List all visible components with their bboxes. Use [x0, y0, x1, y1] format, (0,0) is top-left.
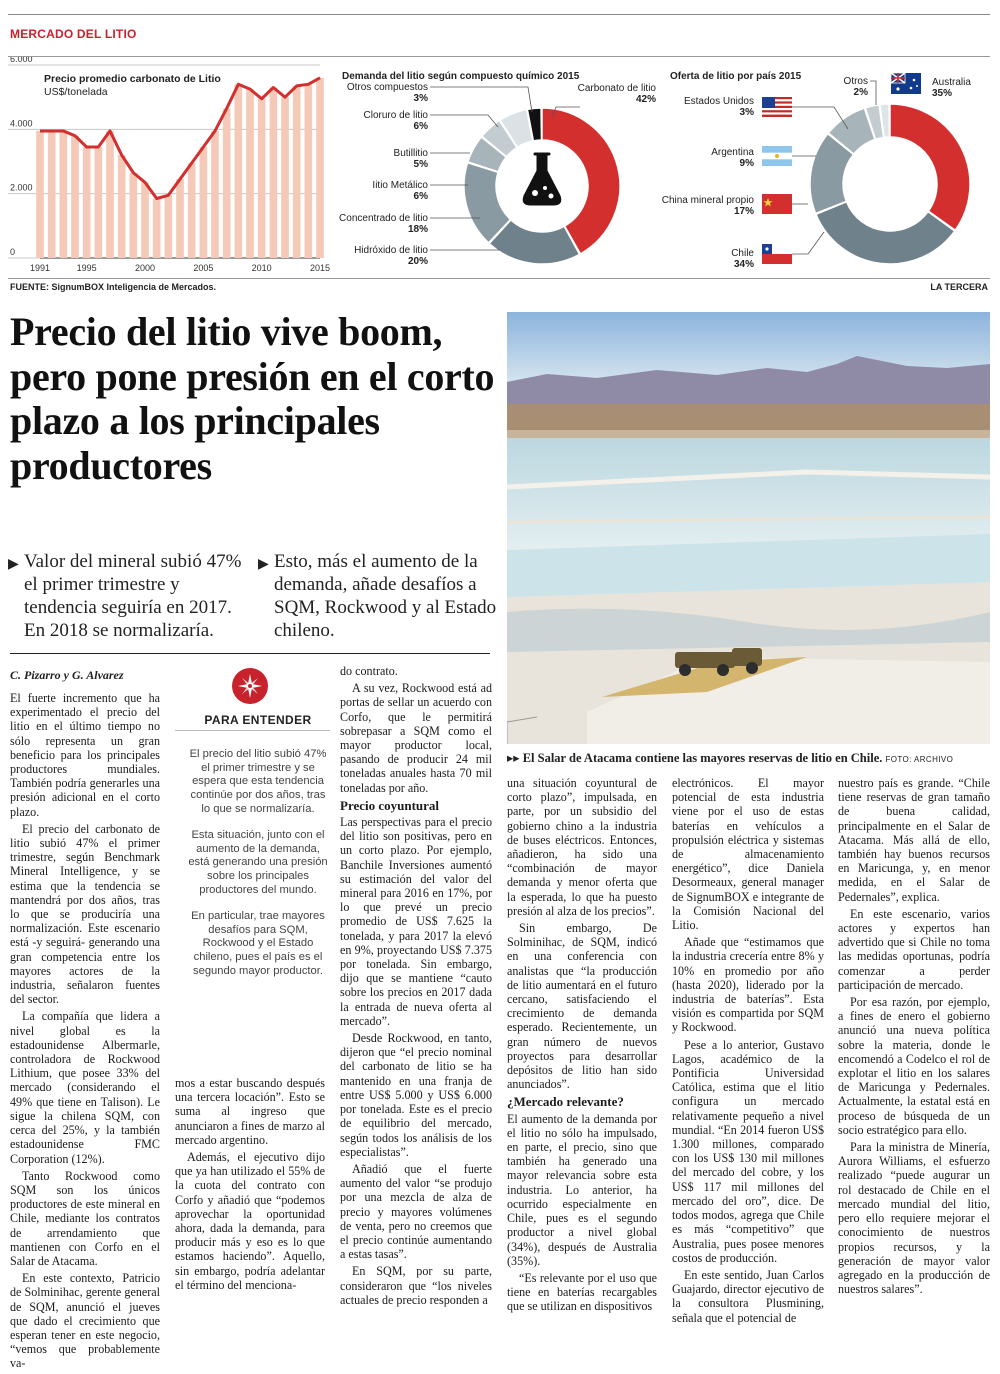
paragraph: nuestro país es grande. “Chile tiene reservas de gran tamaño de buena calidad, principalmente en el Salar de Atacama. Más allá de ello, también hay buenos recursos en Maricunga, y, en menor medida, en el Salar de Pedernales”, explica.: [838, 776, 990, 904]
chile-flag-icon: [762, 244, 792, 264]
y-tick-label: 6.000: [10, 57, 33, 64]
slice-label: Otros compuestos: [346, 82, 428, 93]
price-bar: [188, 163, 196, 258]
explainer-text: Esta situación, junto con el aumento de la demanda, está generando una presión sobre los principales productores del mundo.: [188, 828, 328, 896]
slice-label: Iitio Metálico: [372, 180, 428, 191]
paragraph: A su vez, Rockwood está ad portas de sellar un acuerdo con Corfo, que le permitirá sobrepasar a SQM como el mayor productor local, pasando de producir 24 mil toneladas anuales hasta 70 mil toneladas por año.: [340, 681, 492, 795]
paragraph: Tanto Rockwood como SQM son los únicos productores de este mineral en Chile, mediante los contratos de arrendamiento que mantienen con Corfo en el Salar de Atacama.: [10, 1168, 160, 1268]
price-bar: [305, 84, 313, 258]
paragraph: Añade que “estimamos que la industria crecería entre 8% y 10% en promedio por año (hasta 2020), liderado por la industria de baterías”. Esta visión es compartida por SQM y Rockwood.: [672, 935, 824, 1035]
price-chart: [0, 57, 330, 279]
paragraph: Para la ministra de Minería, Aurora Williams, el esfuerzo realizado “puede augurar un rol destacado de Chile en el mercado mundial del litio, pero ello requiere mejorar el conocimiento de nuestros propios recursos, y la generación de mayor valor agregado en la producción de nuestros salares”.: [838, 1140, 990, 1297]
slice-value: 42%: [635, 94, 656, 105]
photo-caption: [507, 750, 992, 766]
article-col-6: [838, 776, 990, 1299]
price-bar: [83, 147, 91, 258]
paragraph: Sin embargo, De Solminihac, de SQM, indicó en una conferencia con analistas que “la producción de litio aumentará en el futuro cercano, satisfaciendo el crecimiento de demanda esperado. Recientemente, un gran número de nuevos proyectos para desarrollar depósitos de litio han sido anunciados”.: [507, 921, 657, 1092]
leader-line: [430, 87, 532, 112]
price-bar: [200, 147, 208, 258]
compass-icon: [232, 668, 268, 704]
slice-value: 3%: [739, 107, 754, 118]
headline: Precio del litio vive boom, pero pone presión en el corto plazo a los principales productores: [10, 309, 495, 488]
x-tick-label: 2010: [251, 263, 272, 273]
price-bar: [281, 97, 289, 258]
paragraph: Además, el ejecutivo dijo que ya han utilizado el 55% de la cuota del contrato con Corfo y añadió que “podemos aprovechar la oportunidad ahora, dada la demanda, para producir más y eso es lo que estamos haciendo”. Aquello, sin embargo, podría adelantar el término del menciona-: [175, 1150, 325, 1292]
paragraph: En este escenario, varios actores y expertos han advertido que si Chile no toma las medidas oportunas, podría comenzar a perder participación de mercado.: [838, 906, 990, 992]
price-bar: [153, 198, 161, 258]
slice-value: 35%: [932, 88, 953, 99]
deck-1-text: Valor del mineral subió 47% el primer trimestre y tendencia seguiría en 2017. En 2018 se normalizaría.: [24, 551, 242, 641]
explainer-rule: [175, 730, 330, 731]
paragraph: El fuerte incremento que ha experimentado el precio del litio en el último tiempo no sólo representa un gran beneficio para los principales productores mundiales. También podría generarles una presión adicional en el corto plazo.: [10, 691, 160, 819]
australia-flag-icon: [891, 73, 921, 94]
paragraph: mos a estar buscando después una tercera locación”. Esto se suma al ingreso que anunciaron a fines de marzo al mercado argentino.: [175, 1076, 325, 1147]
usa-flag-icon: [762, 97, 792, 117]
x-tick-label: 1995: [76, 263, 97, 273]
argentina-flag-icon: [762, 146, 792, 166]
paragraph: electrónicos. El mayor potencial de esta industria viene por el uso de estas baterías en vehículos a propulsión eléctrica y sistemas de almacenamiento energético”, dice Daniela Desormeaux, general manager de SignumBOX e integrante de la Comisión Nacional del Litio.: [672, 776, 824, 933]
price-bar: [211, 131, 219, 258]
slice-value: 3%: [413, 93, 428, 104]
paragraph: El precio del carbonato de litio subió 47% el primer trimestre, según Benchmark Mineral Intelligence, y se estima que la tendencia se mantendrá por dos años, tras lo que se produciría una normalización. Este escenario está -y seguirá- generando una gran competencia entre los mayores actores de la industria, señalaron fuentes del sector.: [10, 821, 160, 1007]
section-label: MERCADO DEL LITIO: [10, 27, 137, 41]
slice-value: 6%: [413, 191, 428, 202]
slice-label: Otros: [843, 76, 868, 87]
paragraph: En este sentido, Juan Carlos Guajardo, director ejecutivo de la consultora Plusmining, señala que el potencial de: [672, 1267, 824, 1325]
leader-line: [430, 115, 498, 127]
double-arrow-icon: ▸▸: [507, 751, 520, 765]
paragraph: La compañía que lidera a nivel global es la estadounidense Albermarle, controladora de Rockwood Lithium, que posee 33% del mercado (considerando el 49% que tiene en Talison). Le sigue la chilena SQM, con cerca del 25%, y la también estadounidense FMC Corporation (12%).: [10, 1009, 160, 1166]
source-note: FUENTE: SignumBOX Inteligencia de Mercados.: [10, 282, 217, 292]
price-bar: [118, 155, 126, 258]
supply-chart: [662, 57, 992, 279]
paragraph: Pese a lo anterior, Gustavo Lagos, académico de la Pontificia Universidad Católica, estima que el litio configura un mercado relativamente pequeño a nivel mundial. “En 2014 fueron US$ 1.300 millones, comparado con los US$ 130 mil millones del mercado del cobre, y los US$ 117 mil millones del mercado del oro”, dice. De todos modos, agrega que Chile es más “competitivo” que Australia, pues posee menores costos de producción.: [672, 1037, 824, 1265]
paragraph: Añadió que el fuerte aumento del valor “se produjo por una mezcla de alza de precio y mayores volúmenes de venta, pero no creemos que el precio continúe aumentando a estas tasas”.: [340, 1161, 492, 1262]
paragraph: El aumento de la demanda por el litio no sólo ha impulsado, en parte, el precio, sino que también ha generado una mayor relevancia sobre esta industria. Lo anterior, ha ocurrido especialmente en Chile, pues es el segundo productor a nivel global (34%), después de Australia (35%).: [507, 1111, 657, 1268]
article-col-3: [340, 664, 492, 1310]
price-bar: [235, 84, 243, 258]
slice-label: Carbonato de litio: [577, 83, 656, 94]
deck-2: [258, 550, 498, 642]
article-col-2: [175, 1076, 325, 1295]
slice-label: Concentrado de litio: [339, 213, 428, 224]
salar-photo: [507, 312, 990, 744]
price-bar: [60, 131, 68, 258]
caption-text: El Salar de Atacama contiene las mayores reservas de litio en Chile.: [522, 751, 883, 765]
paragraph: do contrato.: [340, 664, 398, 678]
slice-label: Cloruro de litio: [363, 110, 428, 121]
slice-value: 9%: [739, 158, 754, 169]
paragraph: Desde Rockwood, en tanto, dijeron que “el precio nominal del carbonato de litio se ha mantenido en una franja de entre US$ 5.000 y US$ 6.000 por tonelada. Este es el precio de equilibrio del mercado, según todos los análisis de los especialistas”.: [340, 1031, 492, 1159]
slice-value: 6%: [413, 121, 428, 132]
slice-value: 2%: [853, 87, 868, 98]
x-tick-label: 2015: [309, 263, 330, 273]
triangle-bullet-icon: ▶: [8, 557, 19, 572]
china-flag-icon: [762, 194, 792, 214]
slice-label: Chile: [731, 248, 754, 259]
price-chart-unit: US$/tonelada: [44, 86, 108, 98]
slice-label: Australia: [932, 77, 971, 88]
price-bar: [176, 179, 184, 258]
price-bar: [293, 86, 301, 258]
y-tick-label: 2.000: [10, 182, 33, 193]
price-bar: [130, 173, 138, 258]
explainer-text: El precio del litio subió 47% el primer trimestre y se espera que esta tendencia continúe por dos años, tras lo que se normalizaría.: [189, 747, 327, 815]
price-bar: [36, 131, 44, 258]
slice-value: 5%: [413, 159, 428, 170]
price-bar: [141, 182, 149, 258]
brand-logo: LA TERCERA: [930, 282, 988, 292]
price-bar: [95, 147, 103, 258]
triangle-bullet-icon: ▶: [258, 557, 269, 572]
price-bar: [223, 108, 231, 258]
pie-slice: [890, 104, 970, 230]
photo-credit: FOTO: ARCHIVO: [885, 755, 954, 764]
article-col-4: [507, 776, 657, 1317]
flask-icon: [503, 147, 581, 225]
paragraph: Por esa razón, por ejemplo, a fines de enero el gobierno anunció una nueva política sobre la materia, donde le encomendó a Codelco el rol de explotar el litio en los salares de Maricunga y Pedernales. Actualmente, la estatal está en proceso de búsqueda de un socio estratégico para ello.: [838, 995, 990, 1137]
chart-rule: [8, 278, 990, 279]
slice-label: Hidróxido de litio: [354, 245, 428, 256]
paragraph: Las perspectivas para el precio del litio son positivas, pero en un corto plazo. Por ejemplo, Banchile Inversiones aumentó su estimación del valor del mineral para 2016 en 17%, por lo que prevé un precio promedio de US$ 7.625 la tonelada, y para 2017 la elevó en 9%, proyectando US$ 7.375 por tonelada. Sin embargo, dijo que se mantiene “cauto sobre los precios en 2017 dada la entrada de nueva oferta al mercado”.: [340, 815, 492, 1028]
price-bar: [270, 88, 278, 258]
paragraph: En este contexto, Patricio de Solminihac, gerente general de SQM, anunció el jueves que dado el crecimiento que esperan tener en este negocio, “vemos que probablemente va-: [10, 1271, 160, 1371]
slice-value: 17%: [733, 206, 754, 217]
price-chart-title: Precio promedio carbonato de Litio: [44, 73, 221, 85]
explainer-title: PARA ENTENDER: [204, 713, 312, 727]
article-col-5: [672, 776, 824, 1328]
slice-label: Estados Unidos: [683, 96, 754, 107]
byline-rule: [10, 653, 490, 654]
paragraph: una situación coyuntural de corto plazo”, impulsada, en parte, por un subsidio del gobierno chino a la industria de buses eléctricos. Entonces, añadieron, ha sido una “combinación de mayor demanda y menor oferta que la esperada, lo que ha puesto presión al alza de los precios”.: [507, 776, 657, 918]
price-bar: [258, 99, 266, 258]
x-tick-label: 1991: [29, 263, 51, 273]
article-col-1: [10, 691, 160, 1374]
price-bar: [165, 195, 173, 258]
x-tick-label: 2000: [134, 263, 156, 273]
deck-2-text: Esto, más el aumento de la demanda, añade desafíos a SQM, Rockwood y al Estado chileno.: [274, 551, 497, 641]
x-tick-label: 2005: [193, 263, 214, 273]
y-tick-label: 0: [10, 247, 16, 257]
paragraph: “Es relevante por el uso que tiene en baterías recargables que se utilizan en dispositivos: [507, 1270, 657, 1314]
slice-value: 18%: [407, 224, 428, 235]
demand-chart: [330, 57, 662, 279]
subheading: ¿Mercado relevante?: [507, 1094, 624, 1110]
explainer-text: En particular, trae mayores desafíos para SQM, Rockwood y el Estado chileno, pues el país es el segundo mayor productor.: [191, 909, 325, 977]
price-bar: [48, 131, 56, 258]
slice-value: 34%: [733, 259, 754, 270]
slice-label: Butillitio: [393, 148, 428, 159]
top-rule: [8, 14, 990, 15]
y-tick-label: 4.000: [10, 118, 33, 129]
slice-value: 20%: [407, 256, 428, 267]
subheading: Precio coyuntural: [340, 797, 440, 813]
explainer-box: [188, 708, 328, 991]
leader-line: [870, 81, 876, 105]
deck-1: [8, 550, 248, 642]
price-bar: [316, 78, 324, 258]
price-bar: [71, 136, 79, 258]
slice-label: Argentina: [711, 147, 754, 158]
demand-chart-title: Demanda del litio según compuesto químico 2015: [342, 71, 580, 82]
supply-chart-title: Oferta de litio por país 2015: [670, 71, 802, 82]
price-bar: [246, 89, 254, 258]
byline: C. Pizarro y G. Alvarez: [10, 668, 124, 682]
price-bar: [106, 131, 114, 258]
slice-label: China mineral propio: [662, 195, 754, 206]
leader-line: [792, 232, 824, 254]
paragraph: En SQM, por su parte, consideraron que “los niveles actuales de precio responden a: [340, 1264, 492, 1307]
